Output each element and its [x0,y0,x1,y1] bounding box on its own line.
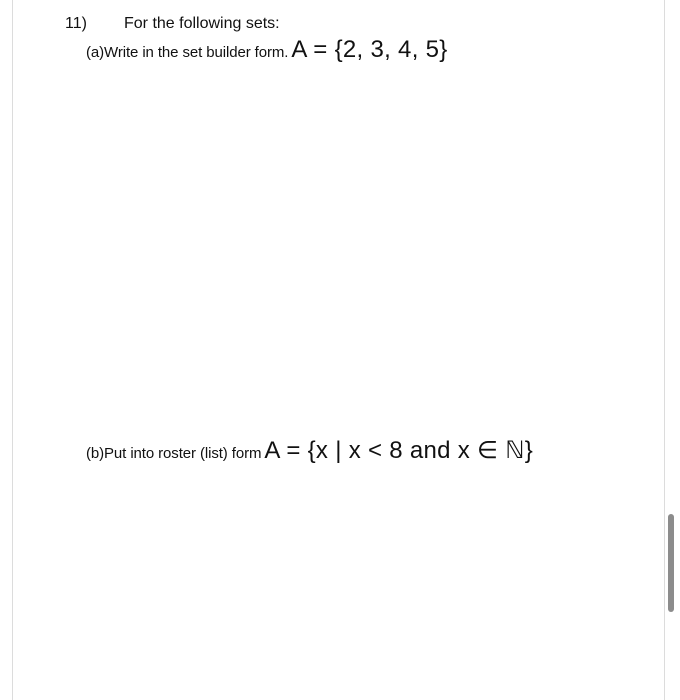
question-number: 11) [65,15,87,32]
vertical-scrollbar-thumb[interactable] [668,514,674,612]
part-b [86,436,533,465]
part-a [86,36,448,64]
part-b-prompt: (b)Put into roster (list) form [86,445,262,462]
page-right-border [664,0,665,700]
page-left-border [12,0,13,700]
question-heading: For the following sets: [124,15,280,32]
part-a-prompt: (a)Write in the set builder form. [86,44,289,61]
part-a-expression: A = {2, 3, 4, 5} [291,36,448,63]
part-b-expression: A = {x | x < 8 and x ∈ ℕ} [264,437,534,464]
